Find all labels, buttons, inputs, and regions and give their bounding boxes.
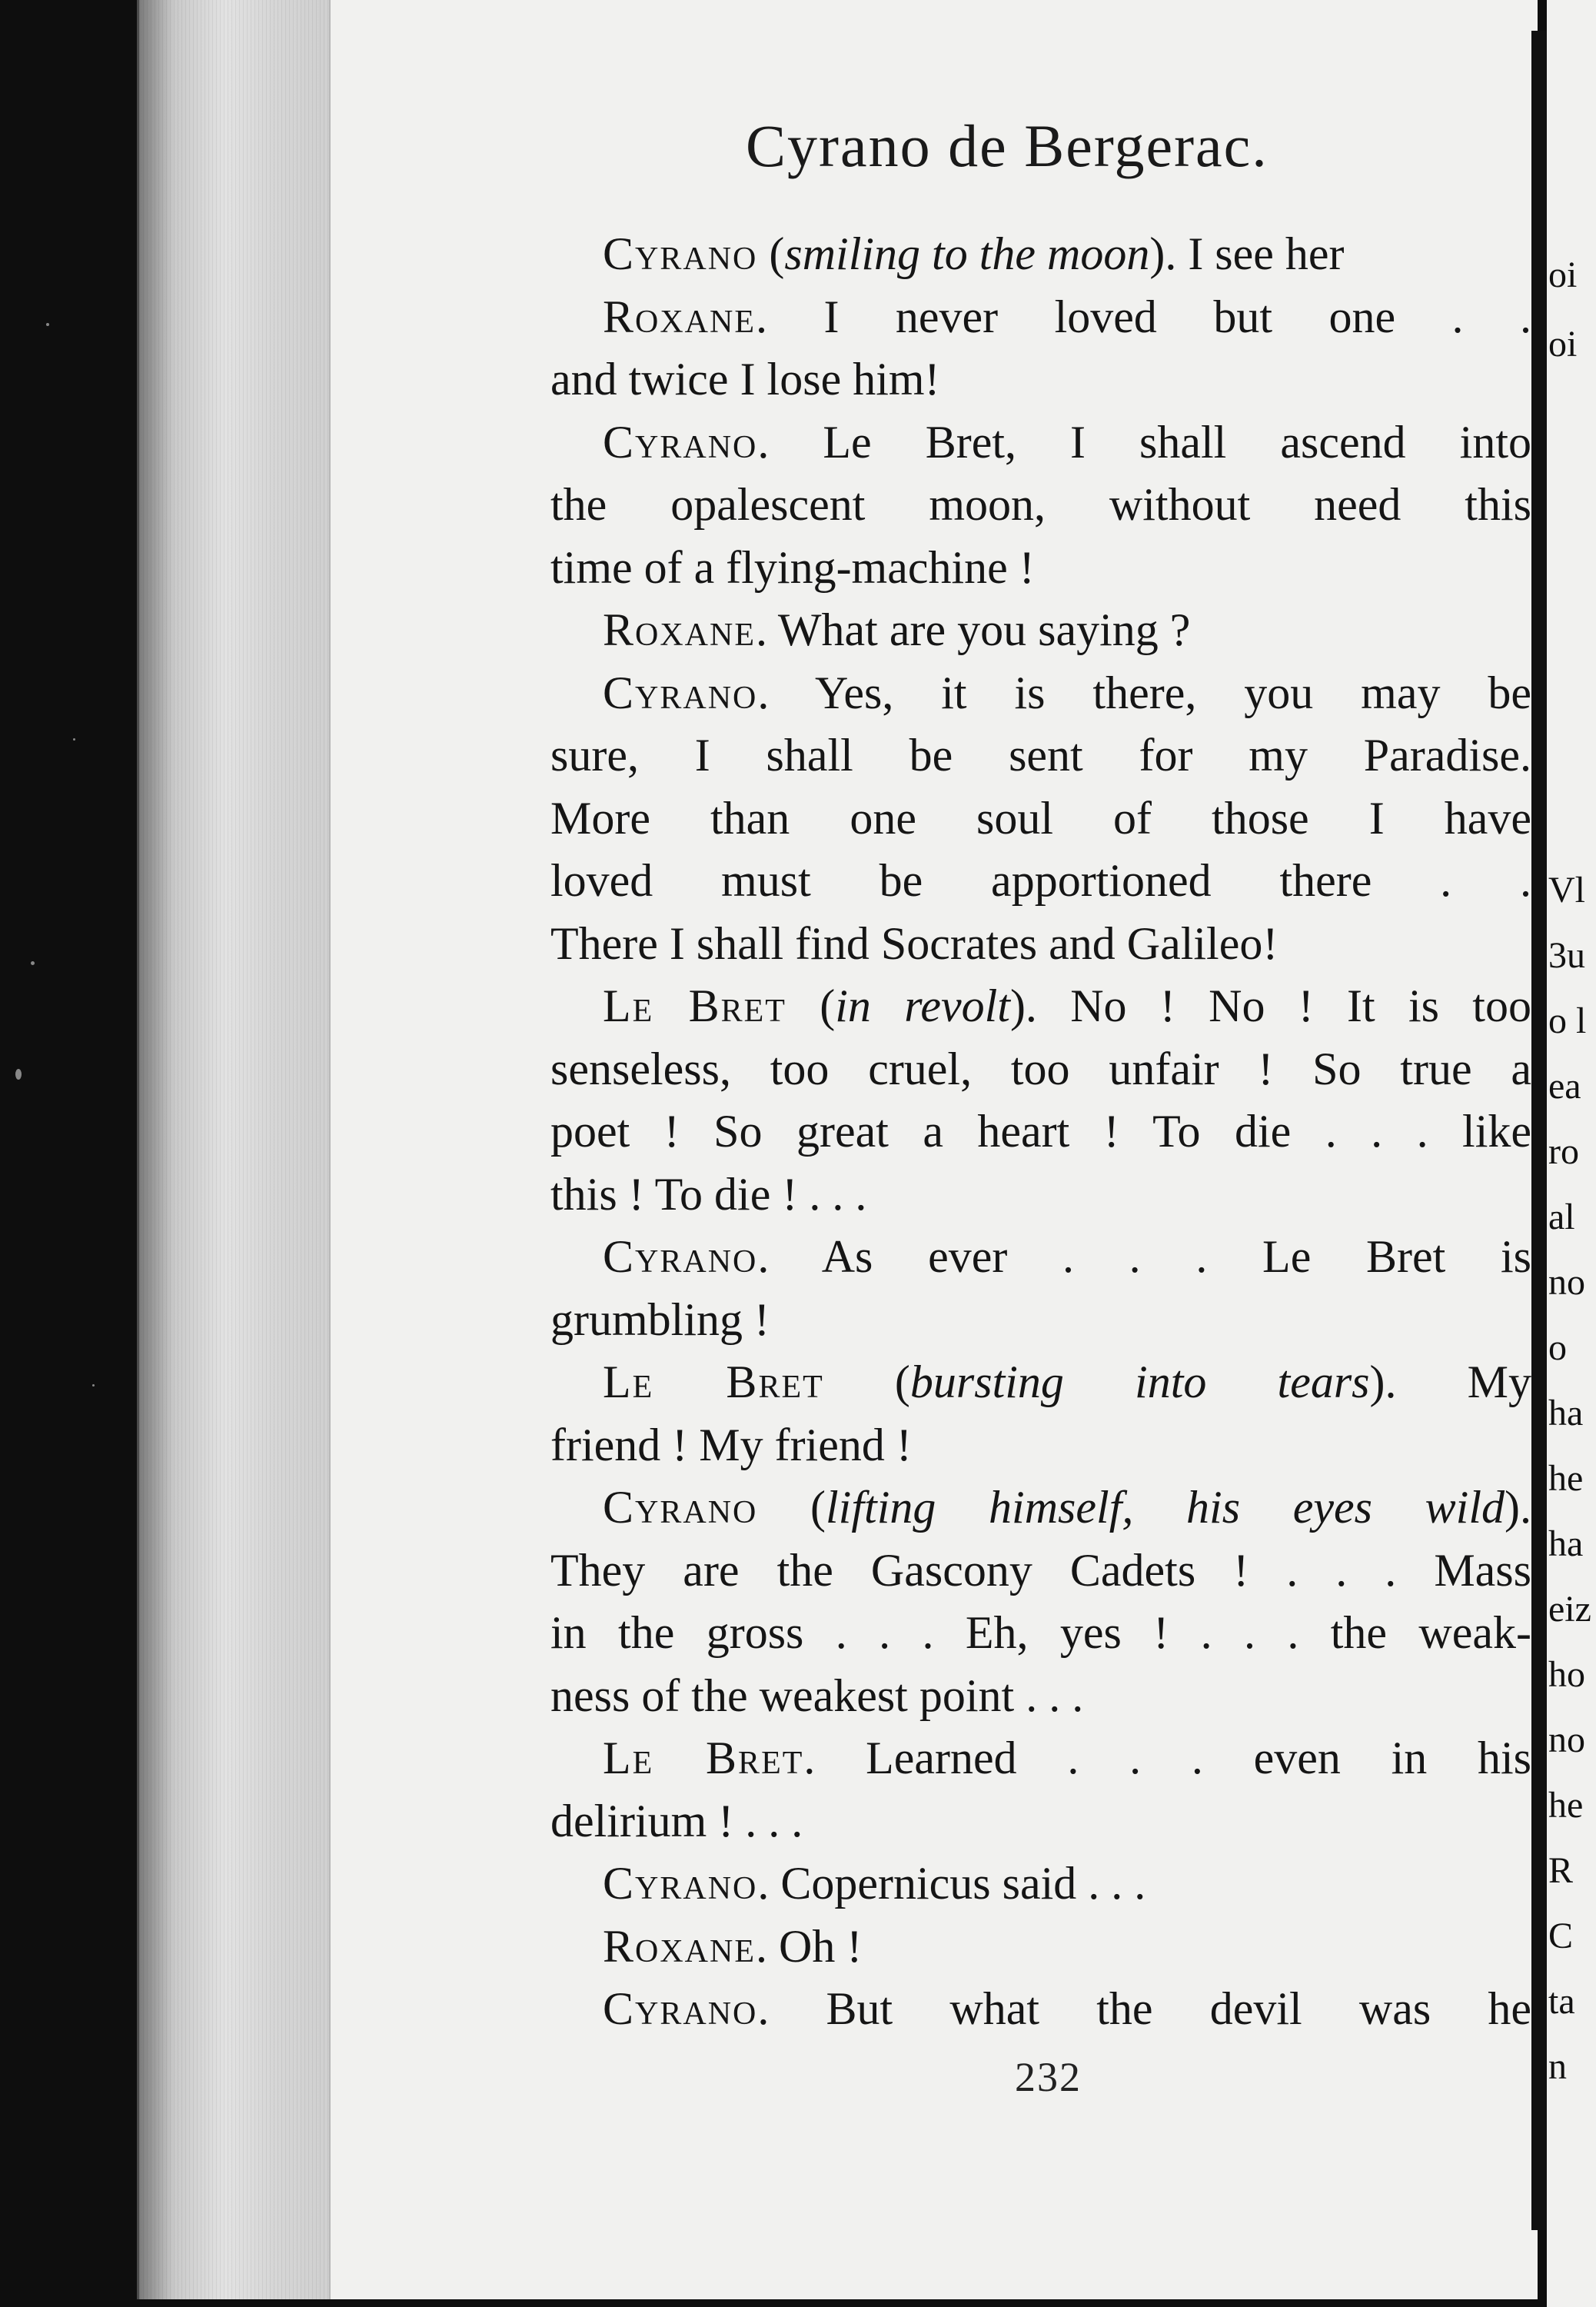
dialogue-text: loved must be apportioned there . . <box>550 855 1531 906</box>
text-line <box>550 1038 1531 1101</box>
text-line <box>550 223 1531 286</box>
text-line <box>550 286 1531 349</box>
facing-page-fragment: no <box>1548 1719 1585 1760</box>
dialogue-text: . Copernicus said . . . <box>757 1858 1146 1909</box>
text-line <box>550 1916 1531 1979</box>
dialogue-text: grumbling ! <box>550 1293 770 1345</box>
dialogue-text: this ! To die ! . . . <box>550 1168 867 1220</box>
stage-direction: smiling to the moon <box>784 228 1150 279</box>
dialogue-text: sure, I shall be sent for my Paradise. <box>550 730 1531 781</box>
facing-page-fragment: ta <box>1548 1981 1575 2022</box>
dialogue-text: time of a flying-machine ! <box>550 541 1035 593</box>
text-line <box>550 913 1531 976</box>
dialogue-text: More than one soul of those I have <box>550 792 1531 844</box>
facing-page-fragment: R <box>1548 1850 1574 1891</box>
speaker-name: Le Bret <box>603 980 786 1031</box>
speaker-name: Cyrano <box>603 667 758 718</box>
facing-page-edge <box>1547 0 1596 2307</box>
facing-page-fragment: o <box>1548 1327 1567 1368</box>
facing-page-fragment: al <box>1548 1197 1575 1237</box>
text-line <box>550 348 1531 411</box>
stage-direction: bursting into tears <box>909 1357 1370 1407</box>
dialogue-text: . I never loved but one . . <box>756 291 1531 342</box>
facing-page-fragment: ea <box>1548 1066 1581 1107</box>
text-line <box>550 537 1531 600</box>
text-line <box>550 1665 1531 1728</box>
facing-page-fragment: 3u <box>1548 935 1585 976</box>
dialogue-text: ). My <box>1369 1357 1531 1407</box>
text-line <box>550 1414 1531 1477</box>
stage-direction: lifting himself, his eyes wild <box>826 1482 1505 1533</box>
facing-page-fragment: eiz <box>1548 1589 1591 1630</box>
scan-speck <box>73 738 75 741</box>
dialogue-text: ness of the weakest point . . . <box>550 1669 1084 1721</box>
text-line <box>550 1727 1531 1790</box>
speaker-name: Roxane <box>603 1920 756 1972</box>
dialogue-text: They are the Gascony Cadets ! . . . Mass <box>550 1544 1531 1596</box>
dialogue-text: There I shall find Socrates and Galileo! <box>550 917 1278 969</box>
facing-page-fragment: ho <box>1548 1654 1585 1695</box>
speaker-name: Le Bret <box>603 1733 804 1783</box>
text-line <box>550 1602 1531 1665</box>
facing-page-fragment: no <box>1548 1262 1585 1303</box>
speaker-name: Cyrano <box>603 1482 758 1533</box>
dialogue-text: . Le Bret, I shall ascend into <box>757 416 1531 468</box>
facing-page-fragment: he <box>1548 1458 1584 1499</box>
body-text <box>550 223 1531 2041</box>
text-line <box>550 787 1531 851</box>
facing-page-fragment: o l <box>1548 1000 1587 1041</box>
dialogue-text: friend ! My friend ! <box>550 1419 912 1470</box>
dialogue-text: ( <box>757 1482 826 1533</box>
facing-page-fragment: ha <box>1548 1393 1584 1433</box>
text-line <box>550 1100 1531 1163</box>
facing-page-fragment: oi <box>1548 324 1578 365</box>
text-line <box>550 850 1531 913</box>
speaker-name: Cyrano <box>603 228 758 279</box>
speaker-name: Cyrano <box>603 1983 758 2034</box>
text-line <box>550 1226 1531 1289</box>
dialogue-text: the opalescent moon, without need this <box>550 479 1531 530</box>
text-line <box>550 1790 1531 1853</box>
text-line <box>550 411 1531 474</box>
dialogue-text: . But what the devil was he <box>757 1983 1531 2034</box>
facing-page-fragment: n <box>1548 2046 1567 2087</box>
text-line <box>550 1476 1531 1540</box>
running-title: Cyrano de Bergerac. <box>746 112 1268 179</box>
binding-gutter <box>1531 31 1547 2230</box>
scan-speck <box>46 323 49 326</box>
text-line <box>550 1163 1531 1227</box>
dialogue-text: senseless, too cruel, too unfair ! So true a <box>550 1043 1531 1094</box>
dialogue-text: and twice I lose him! <box>550 354 940 404</box>
dialogue-text: . What are you saying ? <box>756 604 1191 655</box>
dialogue-text: . Learned . . . even in his <box>803 1733 1531 1783</box>
page-number: 232 <box>1015 2054 1082 2100</box>
dialogue-text: ). <box>1505 1482 1531 1533</box>
text-line <box>550 975 1531 1038</box>
stage-direction: in revolt <box>835 980 1010 1031</box>
dialogue-text: ). I see her <box>1149 228 1345 279</box>
dialogue-text: delirium ! . . . <box>550 1795 803 1846</box>
facing-page-fragment: ro <box>1548 1131 1579 1172</box>
speaker-name: Roxane <box>603 604 756 655</box>
dialogue-text: . As ever . . . Le Bret is <box>757 1231 1531 1282</box>
dialogue-text: ( <box>786 980 836 1031</box>
dialogue-text: ( <box>823 1357 910 1407</box>
dialogue-text: in the gross . . . Eh, yes ! . . . the weak- <box>550 1607 1531 1658</box>
facing-page-fragment: Vl <box>1548 870 1585 910</box>
dialogue-text: ). No ! No ! It is too <box>1009 980 1531 1031</box>
scan-speck <box>15 1069 22 1080</box>
text-line <box>550 662 1531 725</box>
text-line <box>550 1853 1531 1916</box>
text-line <box>550 1978 1531 2041</box>
speaker-name: Cyrano <box>603 1231 758 1282</box>
dialogue-text: . Oh ! <box>756 1920 863 1972</box>
text-line <box>550 724 1531 787</box>
text-line <box>550 1289 1531 1352</box>
scan-speck <box>31 961 35 965</box>
scan-speck <box>92 1384 95 1387</box>
dialogue-text: . Yes, it is there, you may be <box>757 667 1531 718</box>
book-page-edges <box>137 0 331 2299</box>
speaker-name: Cyrano <box>603 1858 758 1909</box>
speaker-name: Le Bret <box>603 1357 824 1407</box>
facing-page-fragment: ha <box>1548 1523 1584 1564</box>
facing-page-fragment: he <box>1548 1785 1584 1826</box>
facing-page-fragment: C <box>1548 1916 1574 1956</box>
speaker-name: Cyrano <box>603 416 758 468</box>
speaker-name: Roxane <box>603 291 756 342</box>
dialogue-text: ( <box>757 228 785 279</box>
text-line <box>550 1351 1531 1414</box>
dialogue-text: poet ! So great a heart ! To die . . . like <box>550 1106 1531 1157</box>
text-line <box>550 474 1531 537</box>
text-line <box>550 599 1531 662</box>
text-line <box>550 1540 1531 1603</box>
facing-page-fragment: oi <box>1548 255 1578 295</box>
